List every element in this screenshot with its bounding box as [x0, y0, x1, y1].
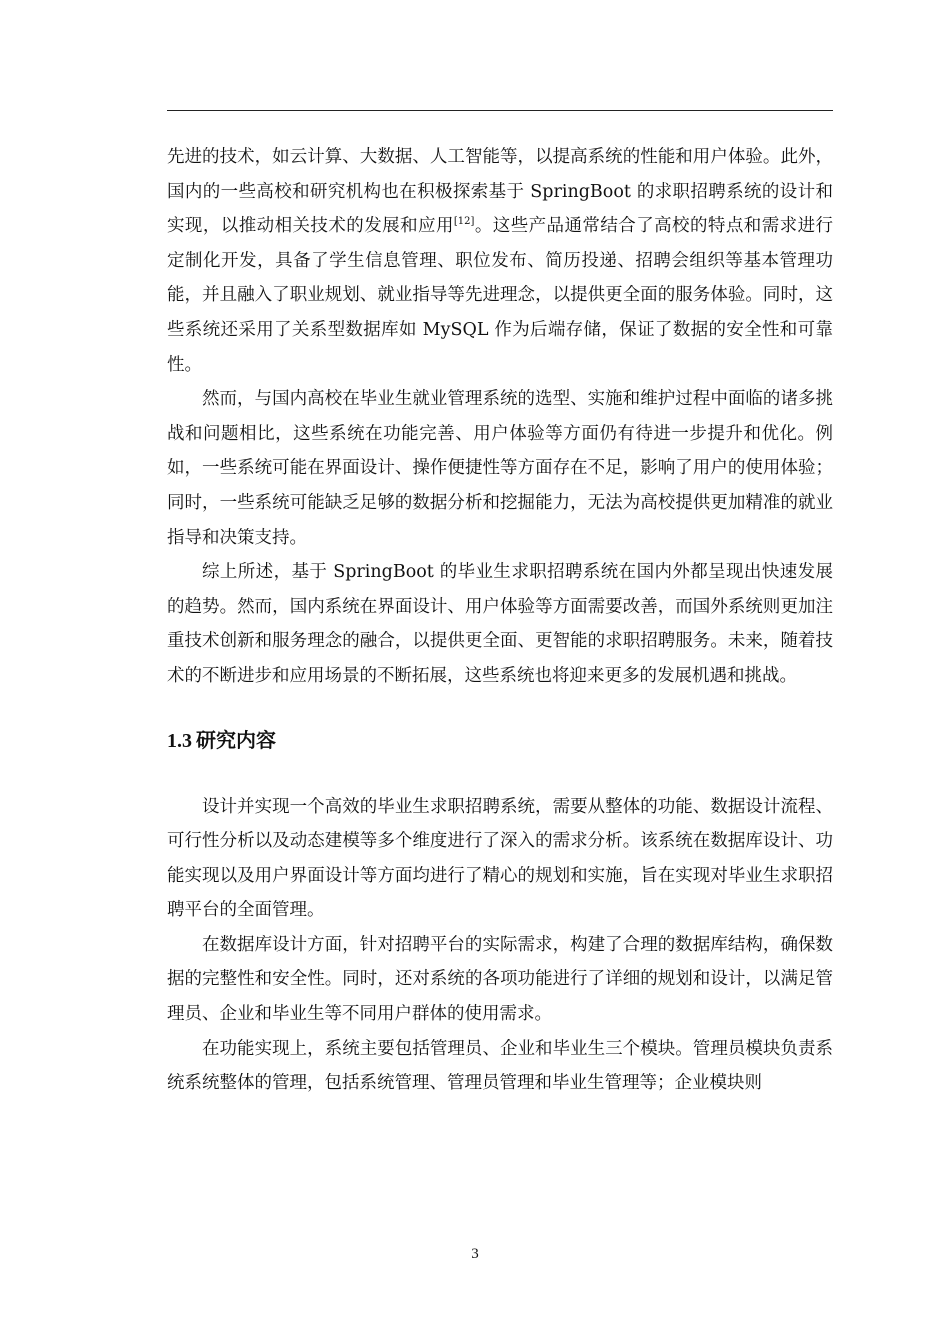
header-rule — [167, 110, 833, 111]
paragraph-text: 在数据库设计方面，针对招聘平台的实际需求，构建了合理的数据库结构，确保数据的完整性和安全性。同时，还对系统的各项功能进行了详细的规划和设计，以满足管理员、企业和毕业生等不同用户群体的使用需求。 — [167, 934, 833, 1025]
page-body — [167, 140, 833, 1101]
paragraph-summary — [167, 555, 833, 693]
paragraph-database-design — [167, 928, 833, 1032]
page-number: 3 — [471, 1246, 479, 1262]
heading-spacer — [167, 760, 833, 790]
citation-reference: [12] — [453, 216, 475, 228]
paragraph-text: 设计并实现一个高效的毕业生求职招聘系统，需要从整体的功能、数据设计流程、可行性分析以及动态建模等多个维度进行了深入的需求分析。该系统在数据库设计、功能实现以及用户界面设计等方面均进行了精心的规划和实施，旨在实现对毕业生求职招聘平台的全面管理。 — [167, 796, 833, 921]
paragraph-text: 先进的技术，如云计算、大数据、人工智能等，以提高系统的性能和用户体验。此外，国内的一些高校和研究机构也在积极探索基于 SpringBoot 的求职招聘系统的设计和实现，以推动相关技术的发展和应用 — [167, 147, 833, 237]
section-title: 研究内容 — [196, 727, 276, 752]
paragraph-domestic-challenges — [167, 382, 833, 555]
section-heading — [167, 720, 833, 760]
section-number: 1.3 — [167, 729, 192, 752]
paragraph-research-overview — [167, 790, 833, 928]
paragraph-intro-continued — [167, 140, 833, 382]
paragraph-text: 综上所述，基于 SpringBoot 的毕业生求职招聘系统在国内外都呈现出快速发展的趋势。然而，国内系统在界面设计、用户体验等方面需要改善，而国外系统则更加注重技术创新和服务理念的融合，以提供更全面、更智能的求职招聘服务。未来，随着技术的不断进步和应用场景的不断拓展，这些系统也将迎来更多的发展机遇和挑战。 — [167, 562, 833, 686]
paragraph-text-continued: 。这些产品通常结合了高校的特点和需求进行定制化开发，具备了学生信息管理、职位发布、简历投递、招聘会组织等基本管理功能，并且融入了职业规划、就业指导等先进理念，以提供更全面的服务体验。同时，这些系统还采用了关系型数据库如 MySQL 作为后端存储，保证了数据的安全性和可靠性。 — [167, 216, 833, 375]
paragraph-text: 然而，与国内高校在毕业生就业管理系统的选型、实施和维护过程中面临的诸多挑战和问题相比，这些系统在功能完善、用户体验等方面仍有待进一步提升和优化。例如，一些系统可能在界面设计、操作便捷性等方面存在不足，影响了用户的使用体验；同时，一些系统可能缺乏足够的数据分析和挖掘能力，无法为高校提供更加精准的就业指导和决策支持。 — [167, 389, 833, 548]
paragraph-text: 在功能实现上，系统主要包括管理员、企业和毕业生三个模块。管理员模块负责系统系统整体的管理，包括系统管理、管理员管理和毕业生管理等；企业模块则 — [167, 1038, 833, 1094]
paragraph-function-modules — [167, 1032, 833, 1101]
